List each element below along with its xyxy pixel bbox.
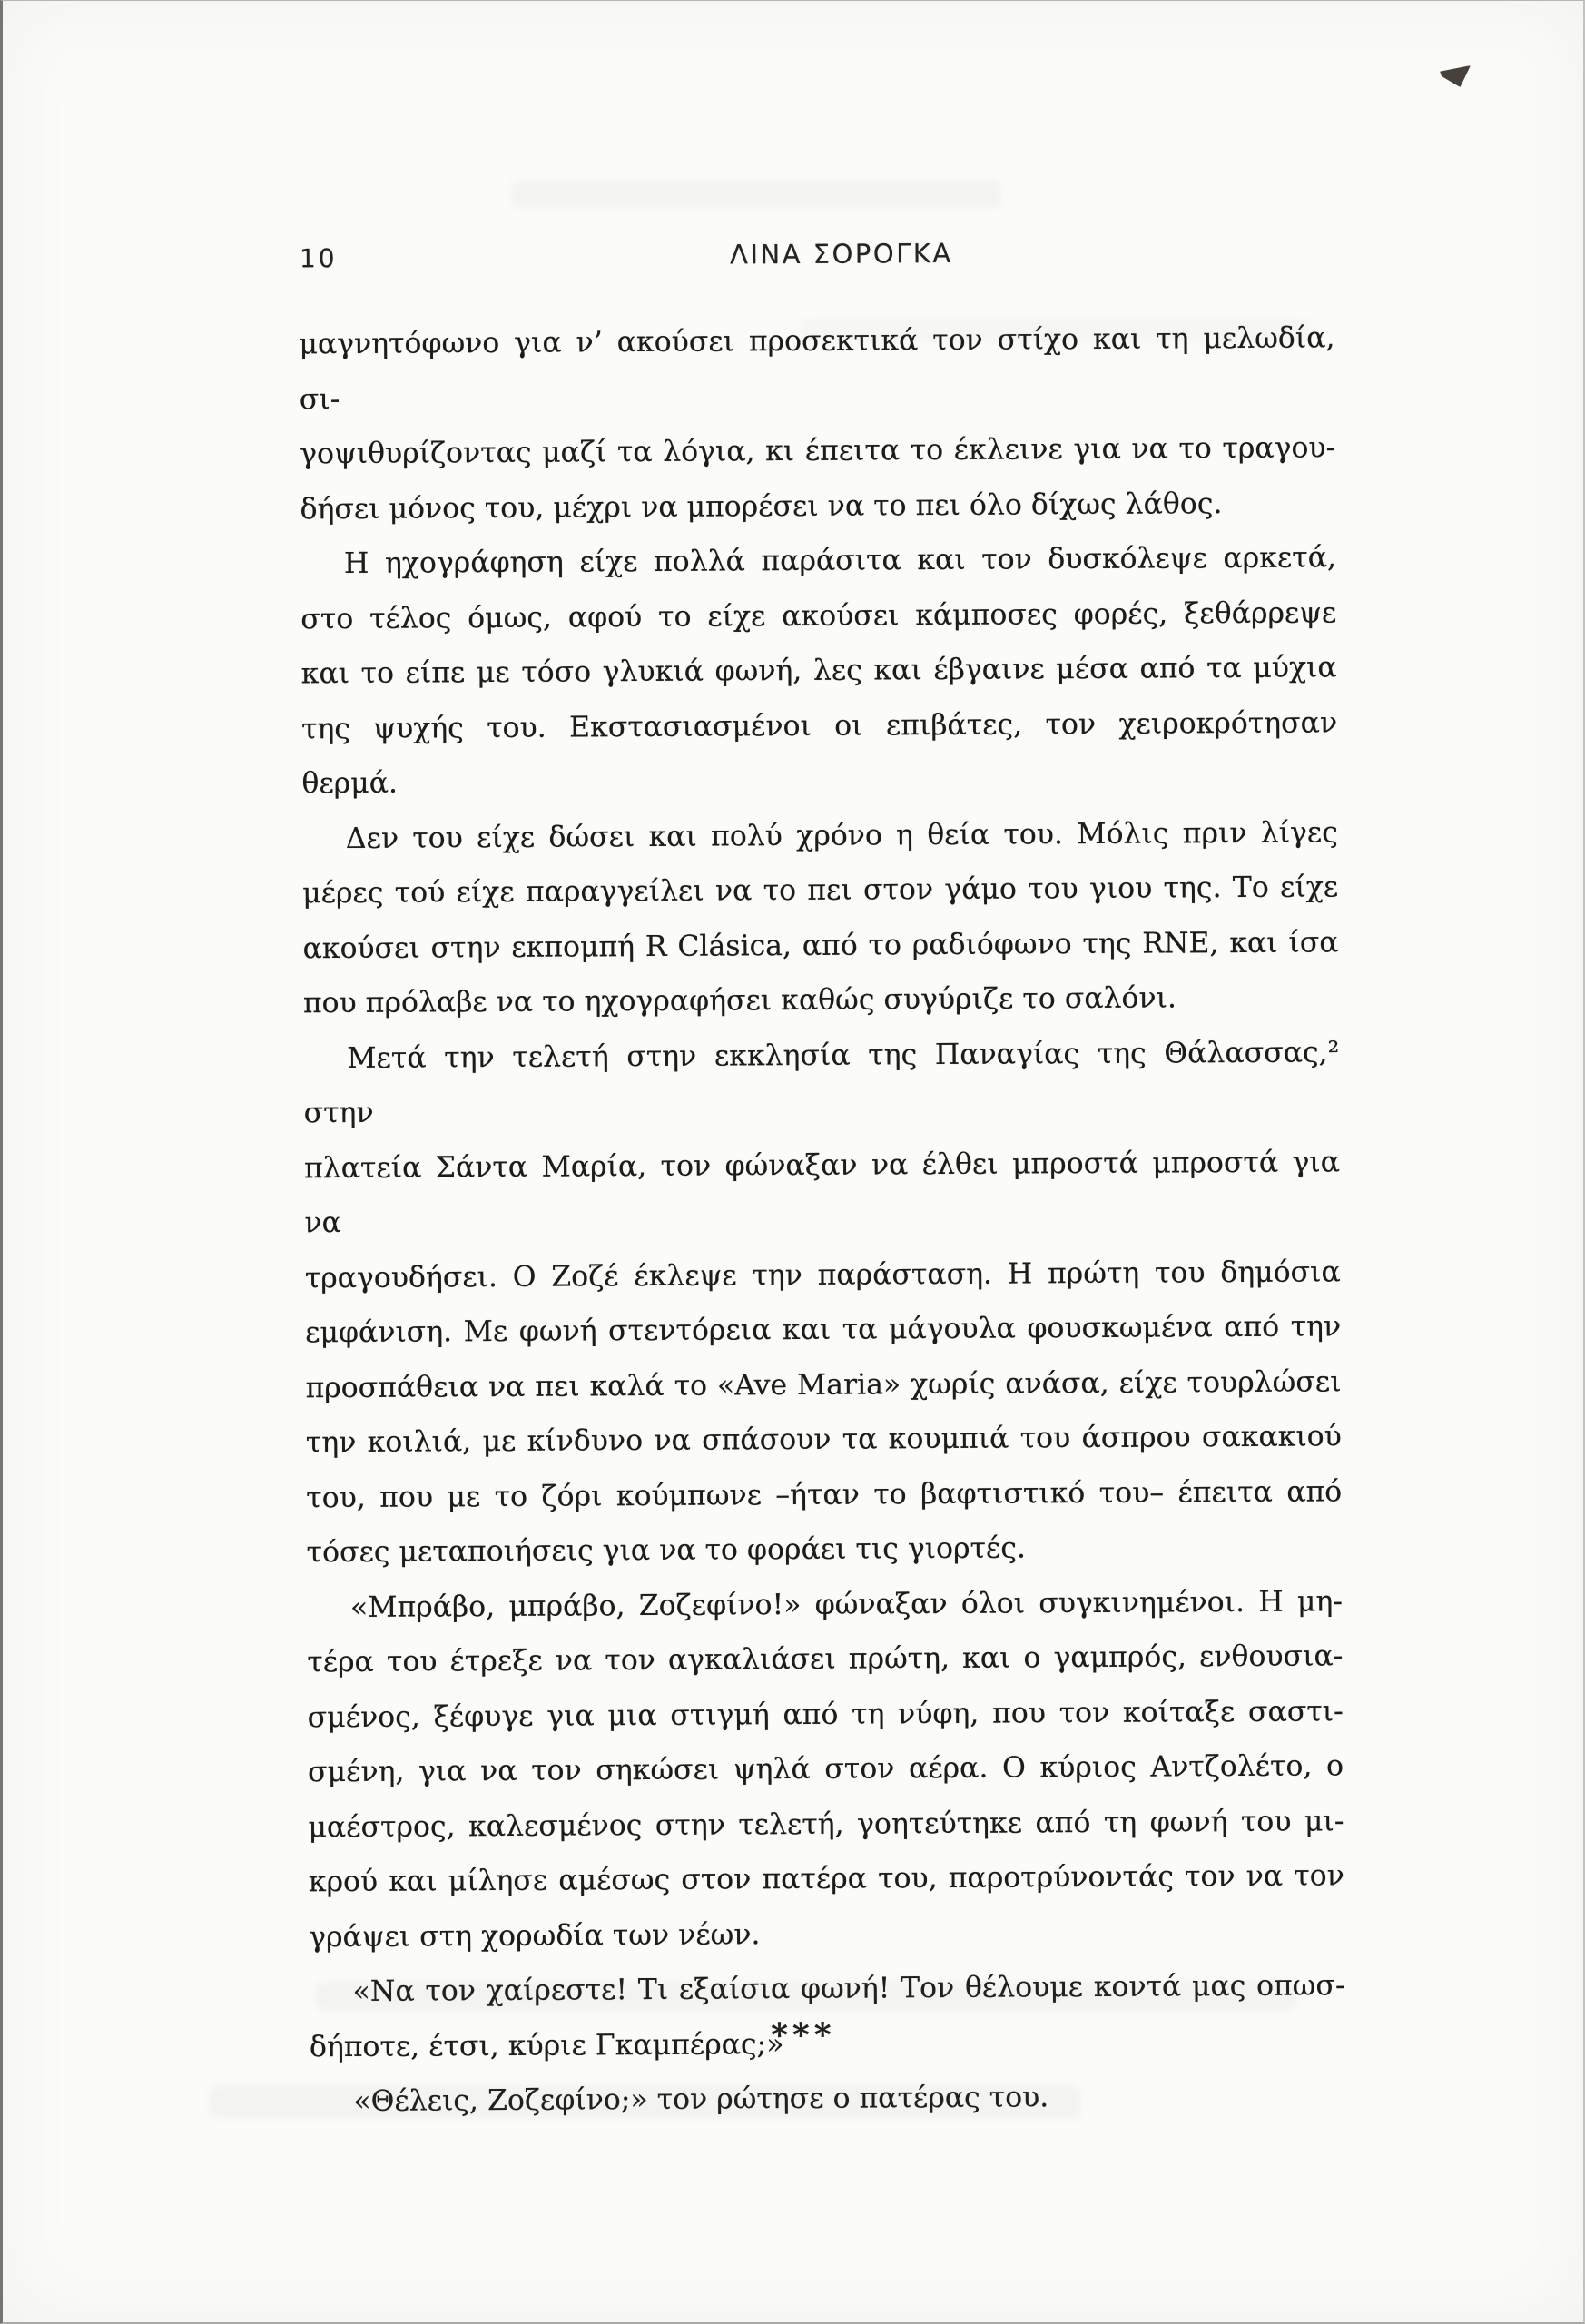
text-line: μαγνητόφωνο για ν’ ακούσει προσεκτικά τον στίχο και τη μελωδία, σι- — [299, 321, 1335, 416]
text-line: σμένος, ξέφυγε για μια στιγμή από τη νύφη, που τον κοίταξε σαστι- — [307, 1694, 1344, 1734]
text-line: δήσει μόνος του, μέχρι να μπορέσει να το πει όλο δίχως λάθος. — [300, 487, 1223, 526]
paragraph — [303, 1025, 1343, 1581]
text-line: γράψει στη χορωδία των νέων. — [309, 1917, 761, 1954]
text-line: θερμά. — [301, 766, 399, 801]
ghost-showthrough — [511, 181, 1001, 208]
ghost-showthrough — [802, 319, 1310, 342]
text-line: μέρες τού είχε παραγγείλει να το πει στον γάμο του γιου της. Το είχε — [302, 871, 1339, 911]
paragraph — [300, 530, 1338, 811]
text-line: τέρα του έτρεξε να τον αγκαλιάσει πρώτη, και ο γαμπρός, ενθουσια- — [307, 1640, 1344, 1679]
text-line: δήποτε, έτσι, κύριε Γκαμπέρας;» — [309, 2027, 784, 2063]
ghost-showthrough — [316, 1982, 1296, 2011]
text-line: τραγουδήσει. Ο Ζοζέ έκλεψε την παράσταση. Η πρώτη του δημόσια — [304, 1255, 1341, 1295]
running-head — [0, 234, 1578, 281]
paragraph — [299, 310, 1335, 537]
text-line: σμένη, για να τον σηκώσει ψηλά στον αέρα. Ο κύριος Αντζολέτο, ο — [307, 1749, 1344, 1789]
paragraph — [302, 805, 1339, 1031]
ghost-showthrough — [210, 2085, 1081, 2118]
text-line: Δεν του είχε δώσει και πολύ χρόνο η θεία του. Μόλις πριν λίγες — [345, 815, 1338, 855]
text-line: και το είπε με τόσο γλυκιά φωνή, λες και έβγαινε μέσα από τα μύχια — [300, 651, 1337, 691]
text-line: του, που με το ζόρι κούμπωνε –ήταν το βαφτιστικό του– έπειτα από — [306, 1474, 1343, 1514]
text-line: προσπάθεια να πει καλά το «Ave Maria» χωρίς ανάσα, είχε τουρλώσει — [305, 1364, 1342, 1404]
text-line: τόσες μεταποιήσεις για να το φοράει τις γιορτές. — [306, 1531, 1027, 1570]
text-line: ακούσει στην εκπομπή R Clásica, από το ραδιόφωνο της RNE, και ίσα — [302, 925, 1339, 965]
text-line: που πρόλαβε να το ηχογραφήσει καθώς συγύριζε το σαλόνι. — [302, 981, 1177, 1020]
text-line: γοψιθυρίζοντας μαζί τα λόγια, κι έπειτα το έκλεινε για να το τραγου- — [300, 431, 1336, 471]
text-line: κρού και μίλησε αμέσως στον πατέρα του, παροτρύνοντάς τον να τον — [308, 1859, 1344, 1899]
text-line: την κοιλιά, με κίνδυνο να σπάσουν τα κουμπιά του άσπρου σακακιού — [305, 1420, 1342, 1460]
text-line: Μετά την τελετή στην εκκλησία της Παναγίας της Θάλασσας,² στην — [303, 1035, 1340, 1130]
text-line: στο τέλος όμως, αφού το είχε ακούσει κάμποσες φορές, ξεθάρρεψε — [300, 596, 1337, 635]
text-line: «Μπράβο, μπράβο, Ζοζεφίνο!» φώναξαν όλοι συγκινημένοι. Η μη- — [349, 1584, 1344, 1624]
text-line: της ψυχής του. Εκστασιασμένοι οι επιβάτες, τον χειροκρότησαν — [300, 705, 1338, 745]
section-separator: *** — [771, 2015, 836, 2055]
text-line: «Θέλεις, Ζοζεφίνο;» τον ρώτησε ο πατέρας του. — [353, 2081, 1049, 2118]
text-line: «Να τον χαίρεστε! Τι εξαίσια φωνή! Τον θέλουμε κοντά μας οπωσ- — [352, 1969, 1345, 2008]
running-header-title: ΛΙΝΑ ΣΟΡΟΓΚΑ — [729, 237, 953, 271]
text-line: εμφάνιση. Με φωνή στεντόρεια και τα μάγουλα φουσκωμένα από την — [305, 1310, 1342, 1350]
text-block — [299, 310, 1345, 2129]
text-line: πλατεία Σάντα Μαρία, τον φώναξαν να έλθει μπροστά μπροστά για να — [303, 1145, 1341, 1240]
paragraph — [307, 1574, 1345, 1965]
text-line: Η ηχογράφηση είχε πολλά παράσιτα και τον δυσκόλεψε αρκετά, — [343, 541, 1337, 581]
page-number: 10 — [299, 243, 338, 274]
text-line: μαέστρος, καλεσμένος στην τελετή, γοητεύτηκε από τη φωνή του μι- — [308, 1804, 1344, 1844]
